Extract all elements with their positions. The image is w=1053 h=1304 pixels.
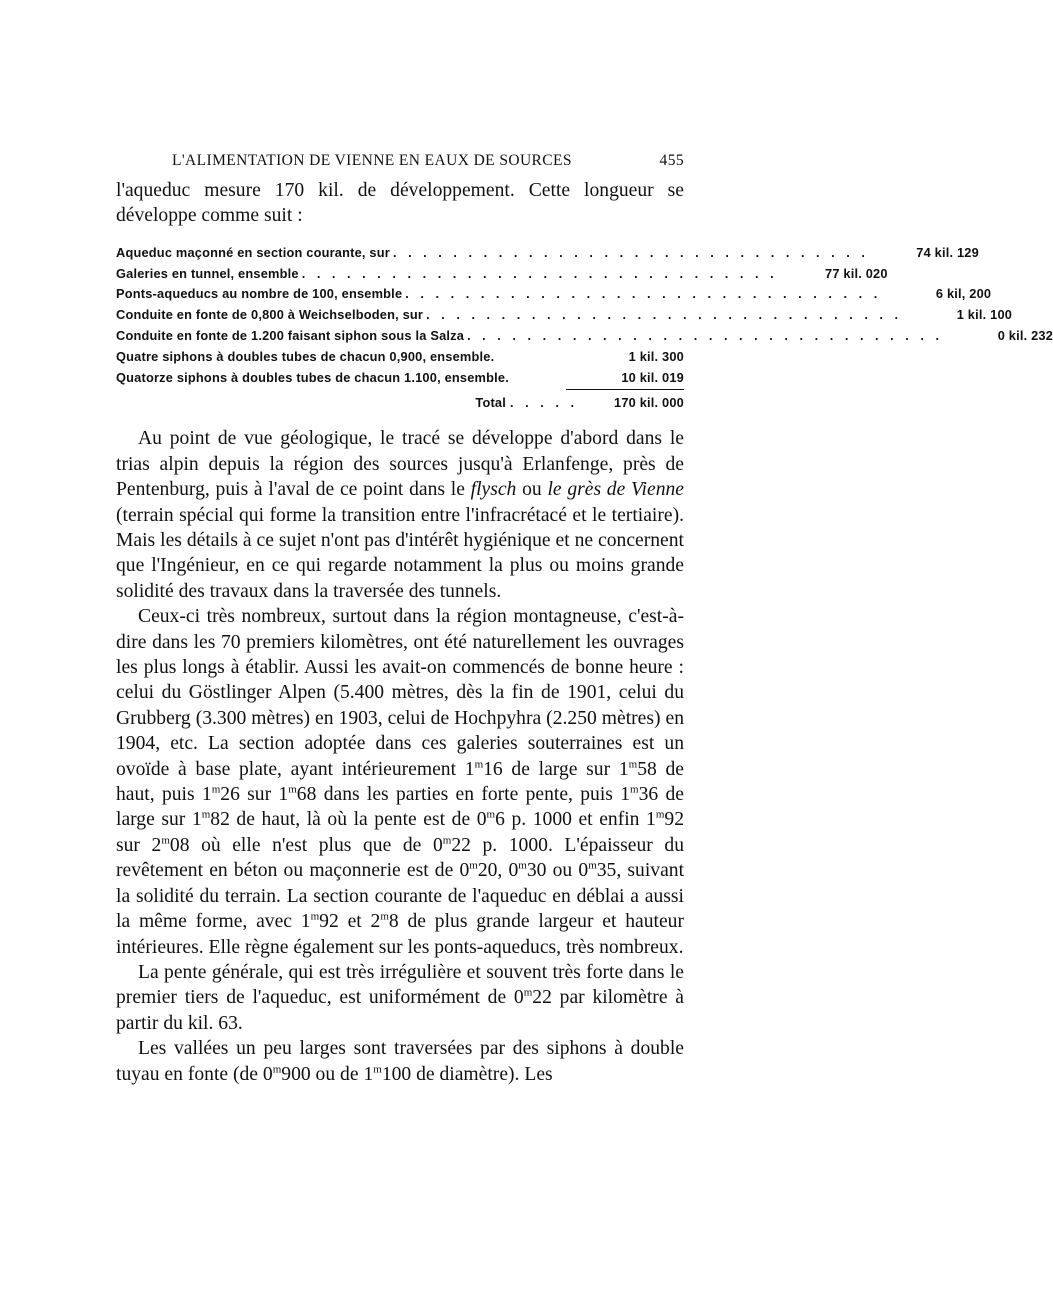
row-label: Conduite en fonte de 0,800 à Weichselboden, sur [116, 307, 424, 323]
text-run: 22 par kilomètre à partir du kil. 63. [116, 987, 684, 1034]
text-run: 58 de haut, puis 1 [116, 758, 684, 806]
text-run: 30 ou 0 [526, 860, 589, 882]
row-value: 77 kil. 020 [825, 265, 888, 281]
text-run: 100 de diamètre). Les [381, 1063, 553, 1085]
text-run: 900 ou de 1 [281, 1063, 374, 1085]
row-value: 74 kil. 129 [916, 244, 979, 260]
unit-superscript: m [373, 1063, 382, 1076]
unit-superscript: m [588, 859, 597, 872]
unit-superscript: m [288, 783, 297, 796]
text-run: 92 sur 2 [116, 809, 684, 856]
row-label: Quatre siphons à doubles tubes de chacun 0,900, ensemble. [116, 348, 495, 364]
text-run: Au point de vue géologique, le tracé se développe d'abord dans le trias alpin depuis la région des sources jusqu'à Erlanfenge, près de Pentenburg, puis à l'aval de ce point dans le [116, 428, 684, 501]
table-row [116, 264, 888, 285]
row-label: Conduite en fonte de 1.200 faisant siphon sous la Salza [116, 328, 465, 343]
unit-superscript: m [211, 783, 221, 796]
table-row [116, 305, 1013, 326]
table-row [116, 284, 992, 305]
text-run: (terrain spécial qui forme la transition entre l'infracrétacé et le tertiaire). Mais les détails à ce sujet n'ont pas d'intérêt hygiénique et ne concernent que l'Ingénieur, en ce qui regarde notamment la plus ou moins grande solidité des travaux dans la traversée des tunnels. [116, 504, 684, 602]
dot-leader: . . . . . . . . . . . . . . . . . . . . . . . . . . . . . . . . [426, 307, 903, 323]
dot-leader: . . . . . . . . . . . . . . . . . . . . . . . . . . . . . . . . [467, 328, 944, 343]
row-value: 10 kil. 019 [621, 369, 684, 385]
running-head [116, 148, 684, 174]
unit-superscript: m [655, 808, 665, 821]
paragraph-geology [116, 426, 684, 604]
text-run: Les vallées un peu larges sont traversées par des siphons à double tuyau en fonte (de 0 [116, 1038, 684, 1085]
unit-superscript: m [523, 986, 533, 999]
text-run: 16 de large sur 1 [483, 758, 629, 780]
text-run: 35, suivant la solidité du terrain. La section courante de l'aqueduc en déblai a aussi la même forme, avec 1 [116, 860, 685, 933]
page-number: 455 [659, 152, 684, 169]
length-table [116, 243, 1053, 415]
italic-term: flysch [470, 479, 517, 501]
text-run: 82 de haut, là où la pente est de 0 [210, 809, 487, 831]
text-run: La pente générale, qui est très irrégulière et souvent très forte dans le premier tiers de l'aqueduc, est uniformément de 0 [116, 961, 684, 1009]
text-run: 6 p. 1000 et enfin 1 [495, 809, 656, 831]
table-row [116, 368, 684, 389]
total-label: Total [475, 395, 506, 411]
unit-superscript: m [518, 859, 527, 872]
text-run: 08 où elle n'est plus que de 0 [169, 834, 443, 856]
unit-superscript: m [469, 859, 478, 872]
text-run: ou [516, 479, 548, 501]
unit-superscript: m [161, 834, 170, 847]
paragraph-siphons [116, 1036, 684, 1087]
paragraph-tunnels [116, 604, 684, 960]
unit-superscript: m [272, 1063, 282, 1076]
dot-leader: . . . . . . . . . . . . . . . . . . . . . . . . . . . . . . . . [301, 265, 778, 281]
page [116, 148, 1053, 1087]
dot-leader: . . . . . . . . . . . . . . . . . . . . . . . . . . . . . . . . [392, 244, 869, 260]
unit-superscript: m [486, 808, 496, 821]
text-run: 92 et 2 [319, 911, 381, 933]
intro-paragraph: l'aqueduc mesure 170 kil. de développement. Cette longueur se développe comme suit : [116, 180, 684, 227]
unit-superscript: m [201, 808, 211, 821]
unit-superscript: m [310, 910, 320, 923]
row-value: 1 kil. 300 [628, 348, 684, 364]
total-rule [566, 389, 684, 390]
unit-superscript: m [630, 783, 639, 796]
text-run: 20, 0 [477, 860, 519, 882]
total-row [116, 392, 684, 414]
row-label: Ponts-aqueducs au nombre de 100, ensemble [116, 286, 403, 302]
text-run: 36 de large sur 1 [116, 784, 684, 831]
unit-superscript: m [628, 758, 638, 771]
table-row [116, 326, 1053, 347]
row-value: 1 kil. 100 [956, 307, 1013, 323]
row-value: 6 kil, 200 [935, 286, 992, 302]
italic-term: le grès de Vienne [547, 479, 684, 501]
paragraph-slope [116, 960, 684, 1036]
dot-leader: . . . . . . . . . . . . . . . . . . . . . . . . . . . . . . . . [405, 286, 882, 302]
table-row [116, 243, 979, 264]
row-value: 0 kil. 232 [997, 328, 1053, 343]
unit-superscript: m [380, 910, 389, 923]
text-run: 26 sur 1 [220, 784, 289, 806]
text-run: 22 p. 1000. L'épaisseur du revêtement en béton ou maçonnerie est de 0 [116, 834, 684, 882]
text-run: 8 de plus grande largeur et hauteur intérieures. Elle règne également sur les ponts-aqueducs, très nombreux. [116, 911, 685, 958]
unit-superscript: m [474, 758, 484, 771]
table-row [116, 347, 684, 368]
row-label: Aqueduc maçonné en section courante, sur [116, 244, 390, 260]
text-run: Ceux-ci très nombreux, surtout dans la région montagneuse, c'est-à-dire dans les 70 premiers kilomètres, ont été naturellement les ouvrages les plus longs à établir. Aussi les avait-on commencés de bonne heure : celui du Göstlinger Alpen (5.400 mètres, dès la fin de 1901, celui du Grubberg (3.300 mètres) en 1903, celui de Hochpyhra (2.250 mètres) en 1904, etc. La section adoptée dans ces galeries souterraines est un ovoïde à base plate, ayant intérieurement 1 [116, 606, 684, 780]
row-label: Quatorze siphons à doubles tubes de chacun 1.100, ensemble. [116, 369, 509, 385]
unit-superscript: m [442, 834, 452, 847]
row-label: Galeries en tunnel, ensemble [116, 265, 299, 281]
dot-leader: . . . . . [510, 395, 578, 411]
running-title: L'ALIMENTATION DE VIENNE EN EAUX DE SOURCES [172, 152, 572, 169]
total-value: 170 kil. 000 [614, 395, 684, 411]
text-run: 68 dans les parties en forte pente, puis 1 [296, 784, 631, 806]
